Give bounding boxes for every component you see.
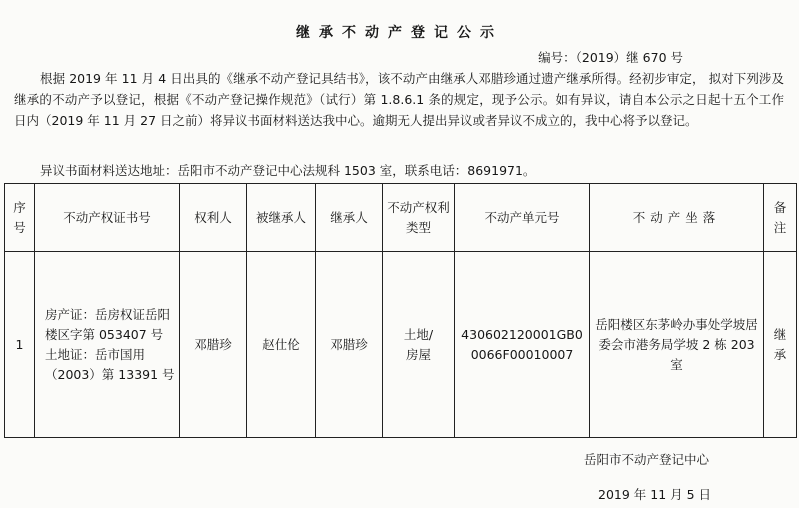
cell-location: 岳阳楼区东茅岭办事处学坡居委会市港务局学坡 2 栋 203 室 [590, 252, 764, 438]
header-unit: 不动产单元号 [455, 184, 590, 252]
header-deceased: 被继承人 [247, 184, 316, 252]
header-type: 不动产权利类型 [383, 184, 455, 252]
header-heir: 继承人 [316, 184, 383, 252]
objection-address: 异议书面材料送达地址：岳阳市不动产登记中心法规科 1503 室，联系电话：8691971。 [40, 163, 536, 178]
issue-date: 2019 年 11 月 5 日 [598, 487, 712, 502]
header-seq: 序号 [5, 184, 35, 252]
header-remark: 备注 [764, 184, 797, 252]
header-holder: 权利人 [180, 184, 247, 252]
document-number: 编号：（2019）继 670 号 [538, 50, 683, 65]
table-row [5, 252, 797, 438]
cell-heir: 邓腊珍 [316, 252, 383, 438]
cell-deceased: 赵仕伦 [247, 252, 316, 438]
notice-body: 根据 2019 年 11 月 4 日出具的《继承不动产登记具结书》，该不动产由继承人邓腊珍通过遗产继承所得。经初步审定， 拟对下列涉及继承的不动产予以登记，根据《不动产登记操作规范》（试行）第 1.8.6.1 条的规定，现予公示。如有异议，请自本公示之日起十五个工作日内（2019 年 11 月 27 日之前）将异议书面材料送达我中心。逾期无人提出异议或者异议不成立的，我中心将予以登记。 [14, 71, 784, 128]
cell-seq: 1 [5, 252, 35, 438]
property-table [4, 183, 797, 438]
cell-unit: 430602120001GB00066F00010007 [455, 252, 590, 438]
header-cert: 不动产权证书号 [35, 184, 180, 252]
issuer-name: 岳阳市不动产登记中心 [584, 452, 710, 467]
notice-title: 继承不动产登记公示 [296, 25, 503, 41]
header-location: 不动产坐落 [590, 184, 764, 252]
table-header-row [5, 184, 797, 252]
cell-cert: 房产证：岳房权证岳阳楼区字第 053407 号 土地证：岳市国用（2003）第 13391 号 [35, 252, 180, 438]
cell-type: 土地/ 房屋 [383, 252, 455, 438]
cell-holder: 邓腊珍 [180, 252, 247, 438]
cell-remark: 继承 [764, 252, 797, 438]
